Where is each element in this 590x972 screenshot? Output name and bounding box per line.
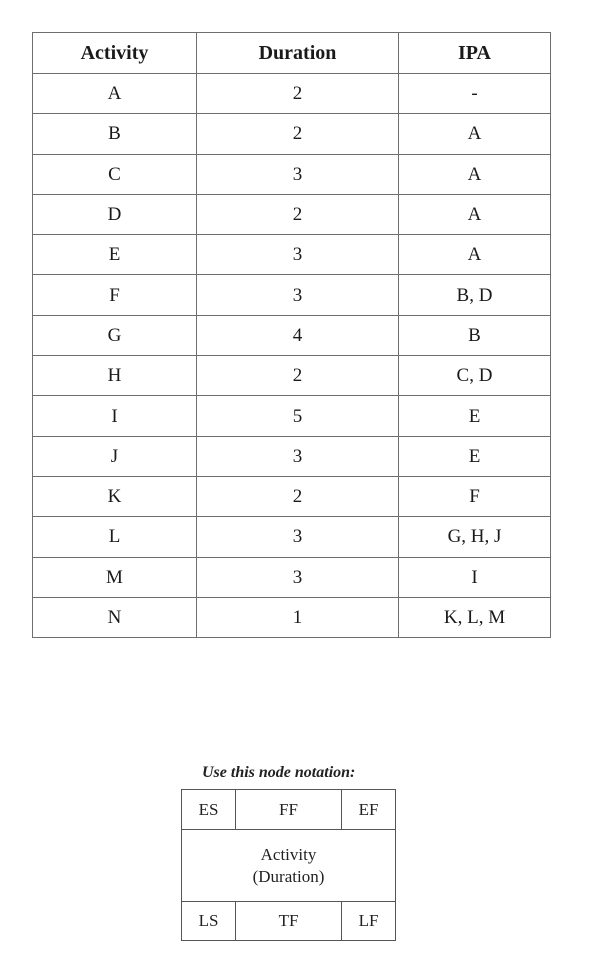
cell-activity: B — [33, 114, 197, 154]
cell-duration: 3 — [197, 517, 399, 557]
table-row — [33, 275, 551, 315]
cell-ipa: C, D — [399, 356, 551, 396]
table-row — [33, 557, 551, 597]
table-row — [33, 396, 551, 436]
cell-ipa: B, D — [399, 275, 551, 315]
cell-ipa: E — [399, 436, 551, 476]
cell-duration: 3 — [197, 436, 399, 476]
cell-duration: 2 — [197, 356, 399, 396]
header-ipa: IPA — [399, 33, 551, 74]
node-ff-cell: FF — [235, 790, 342, 829]
table-row — [33, 356, 551, 396]
cell-activity: C — [33, 154, 197, 194]
table-row — [33, 74, 551, 114]
cell-ipa: E — [399, 396, 551, 436]
cell-activity: L — [33, 517, 197, 557]
node-bottom-row — [182, 901, 395, 940]
cell-ipa: A — [399, 114, 551, 154]
node-tf-cell: TF — [235, 902, 342, 940]
cell-activity: J — [33, 436, 197, 476]
node-es-cell: ES — [198, 799, 219, 819]
table-row — [33, 154, 551, 194]
cell-activity: A — [33, 74, 197, 114]
cell-ipa: K, L, M — [399, 597, 551, 637]
table-header-row — [33, 33, 551, 74]
header-duration: Duration — [197, 33, 399, 74]
notation-caption: Use this node notation: — [202, 764, 356, 781]
cell-activity: E — [33, 235, 197, 275]
cell-ipa: F — [399, 476, 551, 516]
node-ef-cell: EF — [358, 799, 379, 819]
cell-duration: 3 — [197, 235, 399, 275]
cell-ipa: A — [399, 154, 551, 194]
cell-ipa: G, H, J — [399, 517, 551, 557]
cell-ipa: A — [399, 235, 551, 275]
cell-activity: I — [33, 396, 197, 436]
cell-duration: 4 — [197, 315, 399, 355]
table-row — [33, 194, 551, 234]
cell-duration: 2 — [197, 74, 399, 114]
cell-ipa: A — [399, 194, 551, 234]
table-body — [33, 74, 551, 638]
table-row — [33, 114, 551, 154]
node-ls-cell: LS — [198, 911, 219, 930]
node-notation-diagram — [181, 789, 396, 941]
cell-duration: 2 — [197, 194, 399, 234]
node-top-row — [182, 790, 395, 830]
cell-duration: 3 — [197, 154, 399, 194]
cell-duration: 2 — [197, 476, 399, 516]
cell-duration: 2 — [197, 114, 399, 154]
cell-duration: 3 — [197, 275, 399, 315]
node-center — [182, 829, 395, 902]
table-row — [33, 597, 551, 637]
cell-ipa: - — [399, 74, 551, 114]
table-row — [33, 517, 551, 557]
cell-activity: M — [33, 557, 197, 597]
activity-table — [32, 32, 551, 638]
cell-ipa: I — [399, 557, 551, 597]
table-row — [33, 436, 551, 476]
cell-activity: F — [33, 275, 197, 315]
cell-activity: H — [33, 356, 197, 396]
header-activity: Activity — [33, 33, 197, 74]
table-row — [33, 235, 551, 275]
cell-duration: 1 — [197, 597, 399, 637]
node-activity-label: Activity — [260, 845, 317, 865]
table-row — [33, 476, 551, 516]
table-row — [33, 315, 551, 355]
cell-activity: N — [33, 597, 197, 637]
node-lf-cell: LF — [358, 911, 379, 930]
node-duration-label: (Duration) — [252, 866, 325, 886]
cell-duration: 5 — [197, 396, 399, 436]
cell-duration: 3 — [197, 557, 399, 597]
cell-activity: D — [33, 194, 197, 234]
cell-activity: K — [33, 476, 197, 516]
cell-ipa: B — [399, 315, 551, 355]
cell-activity: G — [33, 315, 197, 355]
